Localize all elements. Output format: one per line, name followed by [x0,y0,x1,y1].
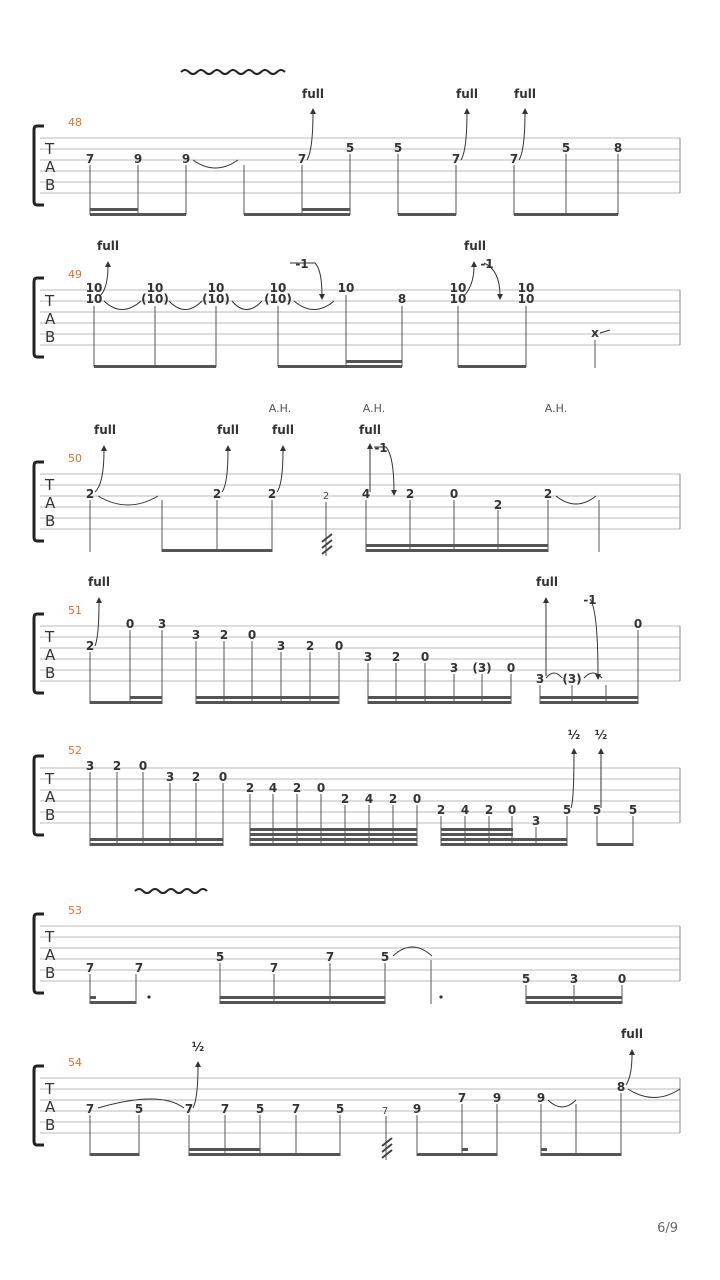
fret-number: 4 [361,487,371,501]
fret-number: 2 [436,803,446,817]
bend-arrows [307,112,525,160]
tab-clef-t: T [45,928,55,946]
fret-number: 7 [451,152,461,166]
bend-label: full [359,423,381,437]
fret-number: 5 [345,141,355,155]
system-49 [34,239,680,368]
tab-clef-b: B [45,328,56,346]
fret-number: (10) [202,292,230,306]
fret-number: 2 [493,498,503,512]
bend-label: full [272,423,294,437]
fret-number: 9 [133,152,143,166]
fret-number: 10 [449,281,467,295]
bend-label: ½ [567,728,581,742]
fret-number: 0 [125,617,135,631]
tab-clef-a: A [45,310,56,328]
bend-arrowheads [571,748,604,754]
fret-number: 5 [628,803,638,817]
system-50 [34,402,680,556]
bend-label: full [302,87,324,101]
fret-number: 5 [335,1102,345,1116]
bend-label: full [514,87,536,101]
fret-number: 3 [449,661,459,675]
fret-number: (10) [264,292,292,306]
bend-label: full [464,239,486,253]
tab-clef-t: T [45,770,55,788]
beams [90,696,638,704]
fret-number: (3) [472,661,492,675]
staff-lines [40,290,680,345]
fret-number: 4 [460,803,470,817]
beams [90,996,622,1004]
fret-number: 2 [85,487,95,501]
fret-number: 0 [633,617,643,631]
fret-number: 10 [449,292,467,306]
fret-number: 3 [165,770,175,784]
system-48 [34,70,680,216]
release-label: -1 [374,441,388,455]
tremolo-marks [382,1138,392,1158]
fret-number: 5 [134,1102,144,1116]
artificial-harmonic-label: A.H. [544,402,568,415]
fret-number: 3 [276,639,286,653]
artificial-harmonic-label: A.H. [362,402,386,415]
fret-number: 7 [85,152,95,166]
fret-number: 2 [112,759,122,773]
fret-number: 0 [420,650,430,664]
tab-clef-a: A [45,158,56,176]
release-label: -1 [583,593,597,607]
fret-number: 7 [291,1102,301,1116]
dot [439,995,442,998]
system-51 [34,575,680,704]
fret-number: 7 [381,1106,389,1117]
fret-number: 3 [363,650,373,664]
fret-number: 5 [521,972,531,986]
dot [147,995,150,998]
fret-number: 2 [391,650,401,664]
fret-number: 2 [245,781,255,795]
fret-number: 5 [380,950,390,964]
tab-clef-a: A [45,1098,56,1116]
note-stems [90,630,638,704]
fret-number: 2 [219,628,229,642]
fret-number: 2 [543,487,553,501]
fret-number: 7 [457,1091,467,1105]
fret-number: (3) [562,672,582,686]
fret-number: 10 [85,281,103,295]
fret-number: 8 [613,141,623,155]
system-54 [34,1027,680,1160]
tab-clef-b: B [45,176,56,194]
fret-number: 2 [292,781,302,795]
ties [98,496,596,505]
bend-arrowheads [96,597,601,680]
fret-number: 2 [305,639,315,653]
artificial-harmonic-label: A.H. [268,402,292,415]
fret-number: 8 [616,1080,626,1094]
note-stems [90,154,618,215]
page-number: 6/9 [657,1221,678,1236]
fret-number: 10 [207,281,225,295]
tab-clef-a: A [45,494,56,512]
fret-number: 7 [184,1102,194,1116]
bend-label: full [536,575,558,589]
measure-number: 52 [68,744,82,757]
fret-number: 2 [405,487,415,501]
tab-clef-t: T [45,1080,55,1098]
fret-number: 7 [220,1102,230,1116]
fret-number: 5 [592,803,602,817]
fret-number: 0 [617,972,627,986]
fret-number: 10 [517,281,535,295]
tab-clef-b: B [45,806,56,824]
fret-number: 5 [255,1102,265,1116]
measure-number: 48 [68,116,82,129]
fret-number: 5 [215,950,225,964]
bend-label: full [217,423,239,437]
fret-number: 3 [569,972,579,986]
fret-number: 7 [85,961,95,975]
system-52 [34,728,680,846]
beams [90,208,618,216]
vibrato-symbol [181,70,285,74]
tab-clef-b: B [45,964,56,982]
fret-number: 0 [449,487,459,501]
fret-number: 0 [506,661,516,675]
bend-label: full [88,575,110,589]
fret-number: 4 [268,781,278,795]
staff-lines [40,474,680,529]
dead-note: x [591,326,599,340]
tab-clef-b: B [45,1116,56,1134]
tab-clef-a: A [45,646,56,664]
bend-arrowheads [310,108,528,114]
fret-number: 10 [337,281,355,295]
bend-label: full [621,1027,643,1041]
vibrato-symbol [135,889,207,893]
fret-number: 7 [269,961,279,975]
measure-number: 54 [68,1056,82,1069]
measure-number: 53 [68,904,82,917]
fret-number: 0 [218,770,228,784]
staff-lines [40,768,680,823]
beams [90,828,633,846]
bend-label: ½ [191,1040,205,1054]
fret-number: 2 [484,803,494,817]
bend-label: full [94,423,116,437]
tab-clef-b: B [45,512,56,530]
bend-arrowheads [101,443,397,496]
bend-label: full [97,239,119,253]
fret-number: 10 [85,292,103,306]
bend-label: full [456,87,478,101]
fret-number: 3 [535,672,545,686]
fret-number: 7 [134,961,144,975]
fret-number: 10 [146,281,164,295]
fret-number: 7 [85,1102,95,1116]
fret-number: 2 [85,639,95,653]
tab-clef-b: B [45,664,56,682]
measure-number: 51 [68,604,82,617]
fret-number: (10) [141,292,169,306]
note-stems [90,500,599,556]
bend-label: -1 [295,257,309,271]
tab-clef-t: T [45,628,55,646]
fret-number: 2 [191,770,201,784]
beams [94,360,526,368]
bend-arrows [571,752,601,808]
fret-number: 10 [517,292,535,306]
fret-number: 4 [364,792,374,806]
tab-clef-t: T [45,140,55,158]
bend-label: ½ [594,728,608,742]
fret-number: 2 [340,792,350,806]
fret-number: 5 [562,803,572,817]
fret-number: 2 [388,792,398,806]
fret-number: 7 [297,152,307,166]
fret-number: 0 [316,781,326,795]
fret-number: 3 [191,628,201,642]
fret-number: 8 [397,292,407,306]
fret-number: 0 [334,639,344,653]
bend-arrowheads [195,1049,635,1067]
tab-clef-t: T [45,476,55,494]
fret-number: 9 [412,1102,422,1116]
tab-clef-t: T [45,292,55,310]
beams [162,544,548,552]
fret-number: 9 [181,152,191,166]
fret-number: 3 [85,759,95,773]
fret-number: 2 [212,487,222,501]
fret-number: 2 [322,491,330,502]
fret-number: 10 [269,281,287,295]
fret-number: 5 [393,141,403,155]
fret-number: 0 [247,628,257,642]
slide-out [600,330,610,333]
fret-number: 3 [157,617,167,631]
fret-number: 9 [492,1091,502,1105]
fret-number: 0 [507,803,517,817]
fret-number: 0 [412,792,422,806]
release-label: -1 [480,257,494,271]
measure-number: 50 [68,452,82,465]
tab-clef-a: A [45,788,56,806]
tremolo-marks [322,534,332,554]
tab-clef-a: A [45,946,56,964]
fret-number: 0 [138,759,148,773]
fret-number: 2 [267,487,277,501]
system-53 [34,889,680,1004]
tie [193,160,238,168]
fret-number: 3 [531,814,541,828]
fret-number: 5 [561,141,571,155]
measure-number: 49 [68,268,82,281]
fret-number: 7 [509,152,519,166]
fret-number: 9 [536,1091,546,1105]
staff-lines [40,626,680,681]
fret-number: 7 [325,950,335,964]
